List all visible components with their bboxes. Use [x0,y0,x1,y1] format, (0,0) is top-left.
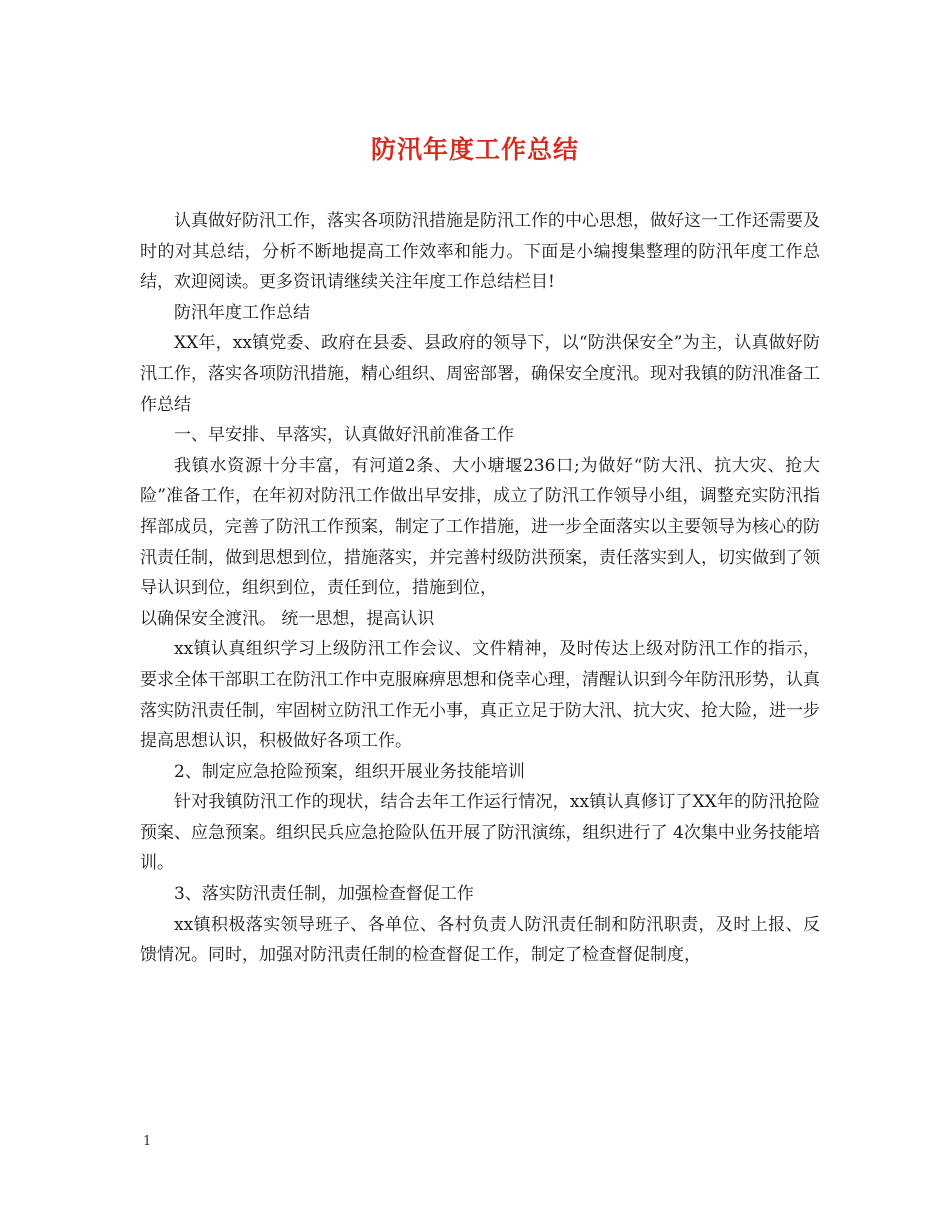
body-paragraph: 以确保安全渡汛。 统一思想，提高认识 [140,608,435,629]
intro-paragraph: 认真做好防汛工作，落实各项防汛措施是防汛工作的中心思想，做好这一工作还需要及时的对其总结，分析不断地提高工作效率和能力。下面是小编搜集整理的防汛年度工作总结，欢迎阅读。更多资讯请继续关注年度工作总结栏目! [140,211,820,293]
section-heading: 防汛年度工作总结 [174,302,310,323]
body-paragraph: xx镇积极落实领导班子、各单位、各村负责人防汛责任制和防汛职责，及时上报、反馈情况。同时，加强对防汛责任制的检查督促工作，制定了检查督促制度， [140,914,820,966]
document-title: 防汛年度工作总结 [370,135,579,164]
body-paragraph: xx镇认真组织学习上级防汛工作会议、文件精神，及时传达上级对防汛工作的指示，要求全体干部职工在防汛工作中克服麻痹思想和侥幸心理，清醒认识到今年防汛形势，认真落实防汛责任制，牢固树立防汛工作无小事，真正立足于防大汛、抗大灾、抢大险，进一步提高思想认识，积极做好各项工作。 [140,639,820,752]
page-number: 1 [143,1134,152,1149]
document-body [140,206,820,971]
section-heading: 2、制定应急抢险预案，组织开展业务技能培训 [174,761,525,782]
body-paragraph: XX年，xx镇党委、政府在县委、县政府的领导下，以“防洪保安全”为主，认真做好防汛工作，落实各项防汛措施，精心组织、周密部署，确保安全度汛。现对我镇的防汛准备工作总结 [140,333,820,415]
body-paragraph: 针对我镇防汛工作的现状，结合去年工作运行情况，xx镇认真修订了XX年的防汛抢险预案、应急预案。组织民兵应急抢险队伍开展了防汛演练，组织进行了 4次集中业务技能培训。 [140,792,820,874]
section-heading: 3、落实防汛责任制，加强检查督促工作 [174,884,474,905]
body-paragraph: 我镇水资源十分丰富，有河道2条、大小塘堰236口;为做好“防大汛、抗大灾、抢大险”准备工作，在年初对防汛工作做出早安排，成立了防汛工作领导小组，调整充实防汛指挥部成员，完善了防汛工作预案，制定了工作措施，进一步全面落实以主要领导为核心的防汛责任制，做到思想到位，措施落实，并完善村级防洪预案，责任落实到人，切实做到了领导认识到位，组织到位，责任到位，措施到位， [140,455,820,599]
section-heading: 一、早安排、早落实，认真做好汛前准备工作 [174,425,514,446]
